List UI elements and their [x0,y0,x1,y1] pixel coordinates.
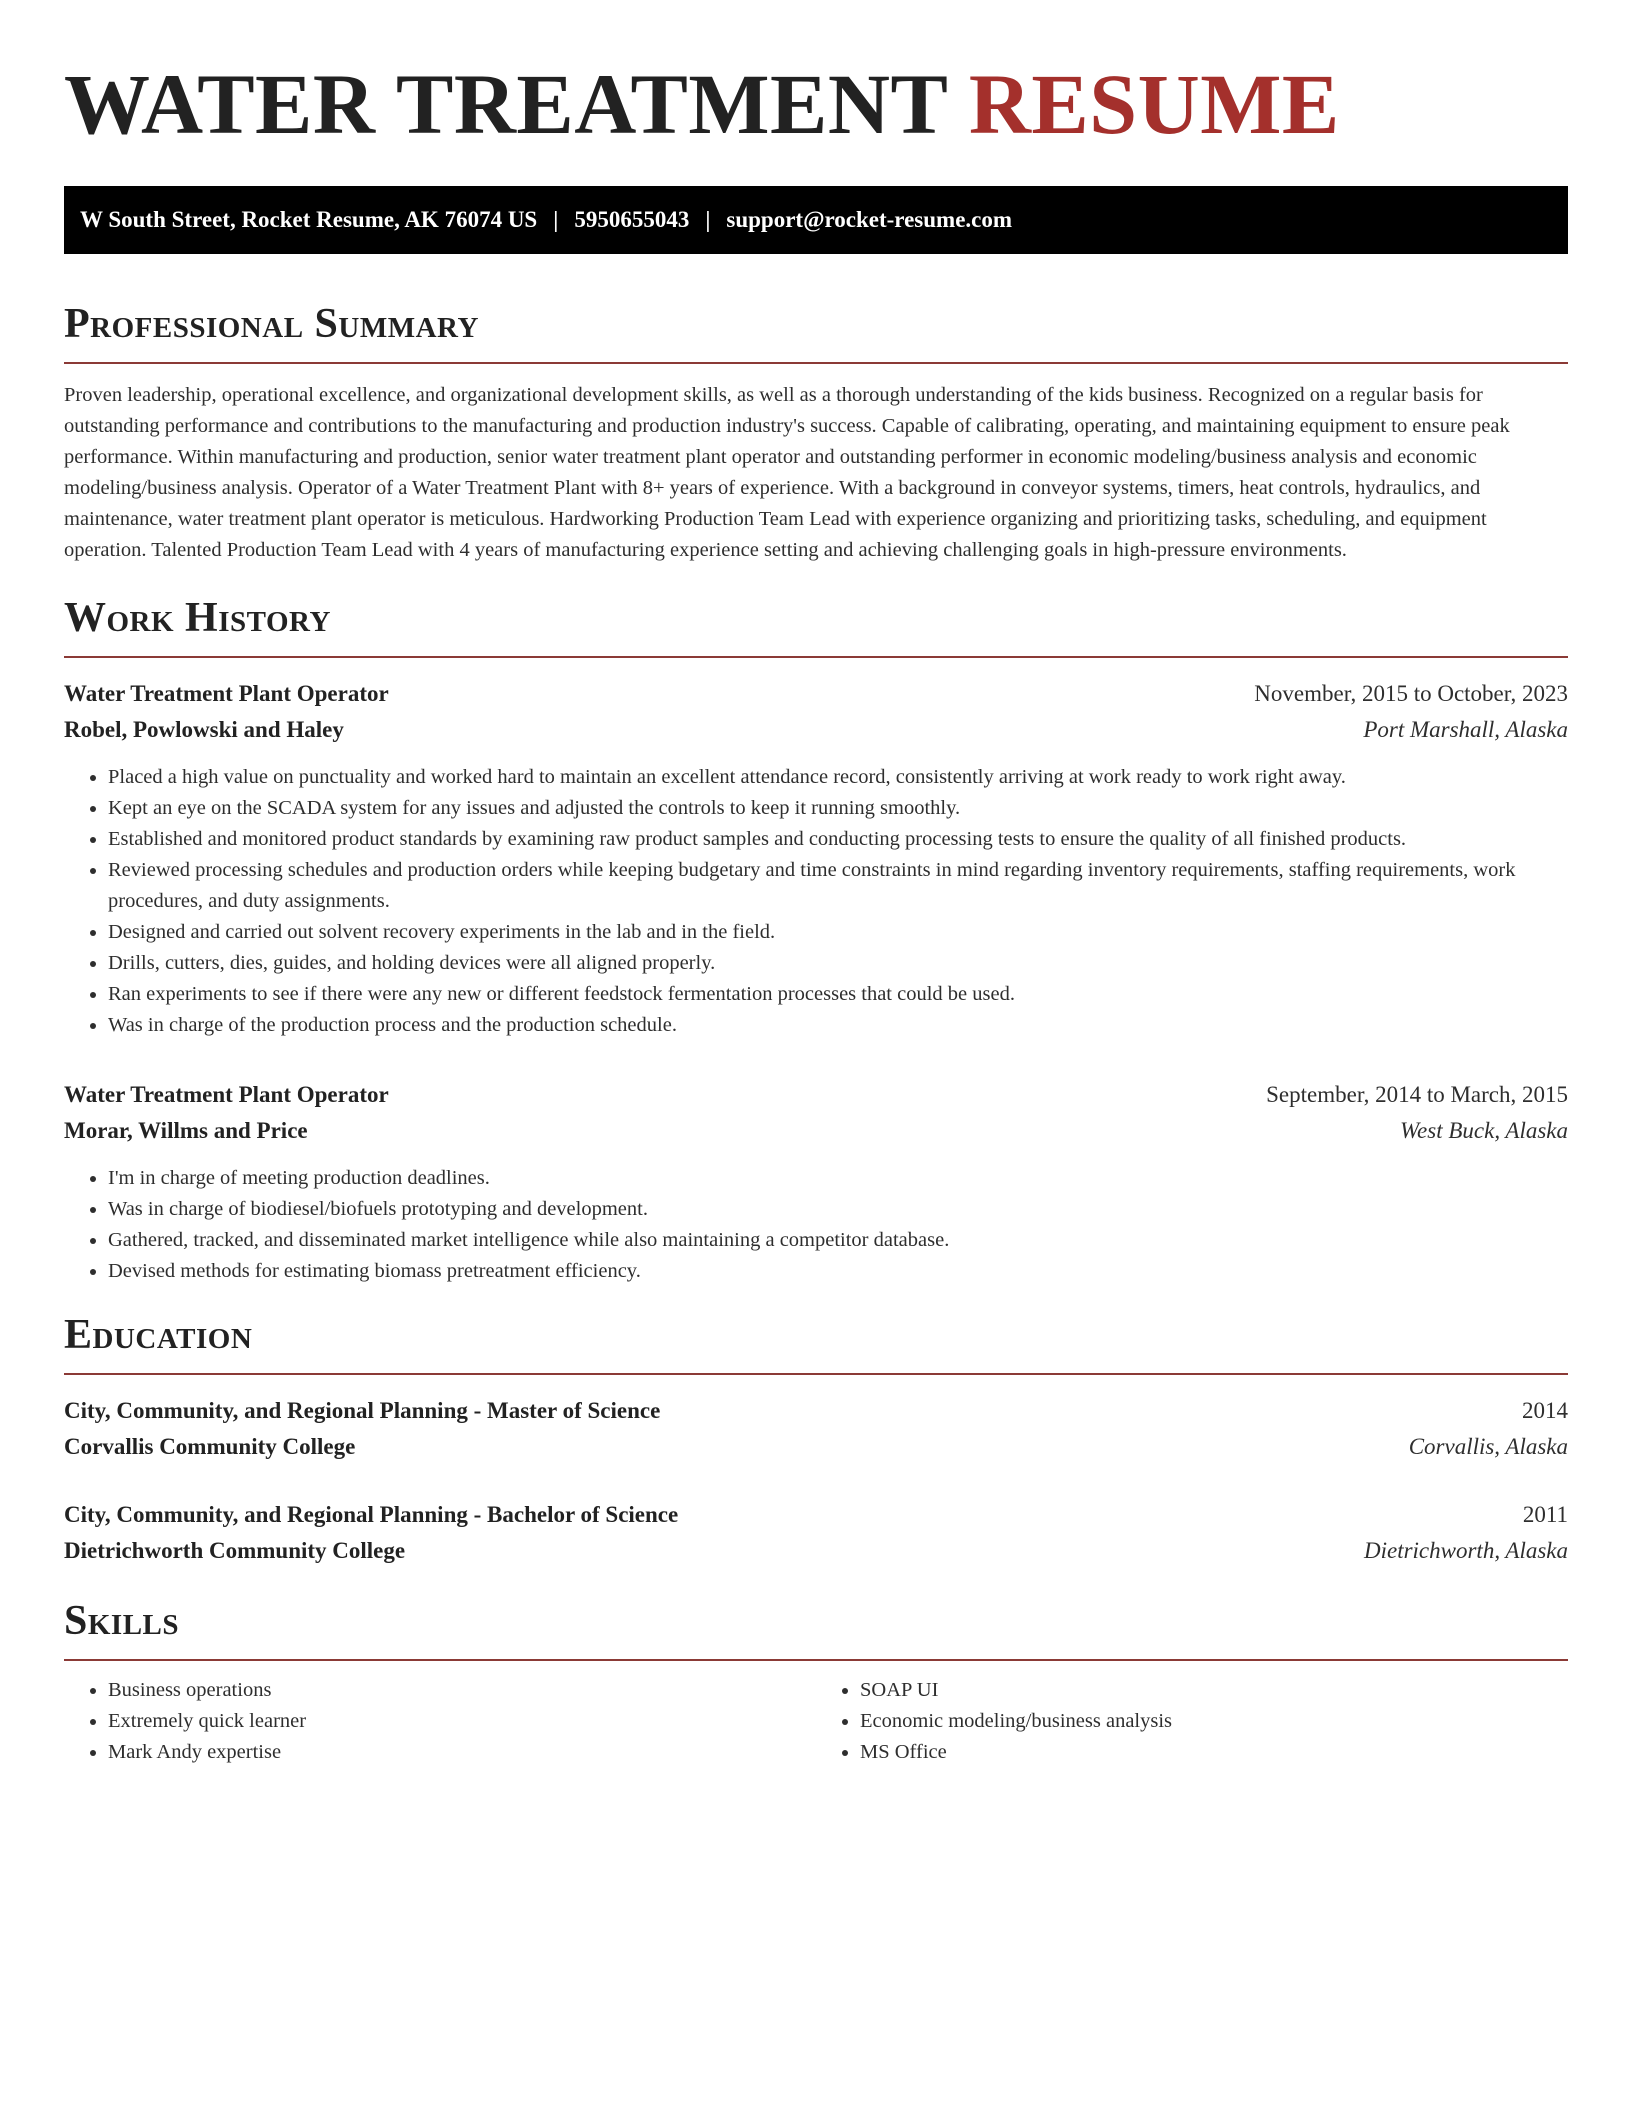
job-dates: November, 2015 to October, 2023 [1254,681,1568,706]
school-location: Corvallis, Alaska [1408,1434,1568,1459]
summary-text: Proven leadership, operational excellence, and organizational development skills, as well as a thorough understanding of the kids business. Recognized on a regular basis for outstanding performance and contributions to the manufacturing and production industry's success. Capable of calibrating, operating, and maintaining equipment to ensure peak performance. Within manufacturing and production, senior water treatment plant operator and outstanding performer in economic modeling/business analysis and economic modeling/business analysis. Operator of a Water Treatment Plant with 8+ years of experience. With a background in conveyor systems, timers, heat controls, hydraulics, and maintenance, water treatment plant operator is meticulous. Hardworking Production Team Lead with experience organizing and prioritizing tasks, scheduling, and equipment operation. Talented Production Team Lead with 4 years of manufacturing experience setting and achieving challenging goals in high-pressure environments. [64,384,1510,561]
job-entry [64,676,1568,1041]
degree-name: City, Community, and Regional Planning - Bachelor of Science [64,1502,679,1527]
skill-item: • Business operations [108,1675,816,1706]
contact-email: support@rocket-resume.com [726,207,1013,232]
skill-item: • Mark Andy expertise [108,1737,816,1768]
school-row [64,1429,1568,1465]
job-duty: • I'm in charge of meeting production deadlines. [108,1163,1568,1194]
job-title-row [64,676,1568,712]
skill-item: • SOAP UI [860,1675,1568,1706]
job-duty: • Drills, cutters, dies, guides, and holding devices were all aligned properly. [108,948,1568,979]
job-company-row [64,712,1568,748]
school-name: Corvallis Community College [64,1434,356,1459]
skills-column-right [816,1675,1568,1768]
job-duty: • Designed and carried out solvent recovery experiments in the lab and in the field. [108,917,1568,948]
skills-grid [64,1675,1568,1768]
school-location: Dietrichworth, Alaska [1363,1538,1568,1563]
contact-phone: 5950655043 [574,207,690,232]
degree-name: City, Community, and Regional Planning - Master of Science [64,1398,661,1423]
job-location: Port Marshall, Alaska [1363,717,1568,742]
job-company-row [64,1113,1568,1149]
school-row [64,1533,1568,1569]
skills-section [64,1595,1568,1768]
job-duties-list [64,1163,1568,1287]
job-title: Water Treatment Plant Operator [64,1082,389,1107]
resume-title [64,56,1568,152]
job-title-row [64,1077,1568,1113]
contact-address: W South Street, Rocket Resume, AK 76074 US [80,207,538,232]
education-entry [64,1393,1568,1465]
job-duties-list [64,762,1568,1041]
school-name: Dietrichworth Community College [64,1538,406,1563]
degree-year: 2011 [1522,1502,1568,1527]
job-duty: • Was in charge of biodiesel/biofuels prototyping and development. [108,1194,1568,1225]
job-duty: • Devised methods for estimating biomass pretreatment efficiency. [108,1256,1568,1287]
skill-item: • Economic modeling/business analysis [860,1706,1568,1737]
job-duty: • Established and monitored product standards by examining raw product samples and conducting processing tests to ensure the quality of all finished products. [108,824,1568,855]
section-divider [64,656,1568,658]
section-divider [64,1373,1568,1375]
job-dates: September, 2014 to March, 2015 [1266,1082,1568,1107]
job-duty: • Reviewed processing schedules and production orders while keeping budgetary and time constraints in mind regarding inventory requirements, staffing requirements, work procedures, and duty assignments. [108,855,1568,917]
title-accent: RESUME [968,56,1340,152]
job-duty: • Placed a high value on punctuality and worked hard to maintain an excellent attendance record, consistently arriving at work ready to work right away. [108,762,1568,793]
job-duty: • Gathered, tracked, and disseminated market intelligence while also maintaining a competitor database. [108,1225,1568,1256]
job-location: West Buck, Alaska [1400,1118,1568,1143]
summary-section [64,298,1568,566]
work-history-section [64,592,1568,1287]
job-entry [64,1077,1568,1287]
skills-list [64,1675,816,1768]
degree-row [64,1497,1568,1533]
section-divider [64,1659,1568,1661]
education-section [64,1309,1568,1569]
summary-heading: Professional Summary [64,301,479,347]
education-entry [64,1497,1568,1569]
job-company: Morar, Willms and Price [64,1118,308,1143]
job-title: Water Treatment Plant Operator [64,681,389,706]
job-company: Robel, Powlowski and Haley [64,717,344,742]
skills-heading: Skills [64,1598,180,1644]
contact-separator: | [553,207,559,232]
skills-column-left [64,1675,816,1768]
degree-year: 2014 [1522,1398,1568,1423]
degree-row [64,1393,1568,1429]
skills-list [816,1675,1568,1768]
title-main: WATER TREATMENT [64,56,947,152]
section-divider [64,362,1568,364]
education-heading: Education [64,1312,253,1358]
job-duty: • Kept an eye on the SCADA system for any issues and adjusted the controls to keep it running smoothly. [108,793,1568,824]
contact-separator: | [705,207,711,232]
job-duty: • Was in charge of the production process and the production schedule. [108,1010,1568,1041]
contact-bar [64,186,1568,254]
skill-item: • MS Office [860,1737,1568,1768]
skill-item: • Extremely quick learner [108,1706,816,1737]
job-duty: • Ran experiments to see if there were any new or different feedstock fermentation processes that could be used. [108,979,1568,1010]
work-history-heading: Work History [64,595,331,641]
